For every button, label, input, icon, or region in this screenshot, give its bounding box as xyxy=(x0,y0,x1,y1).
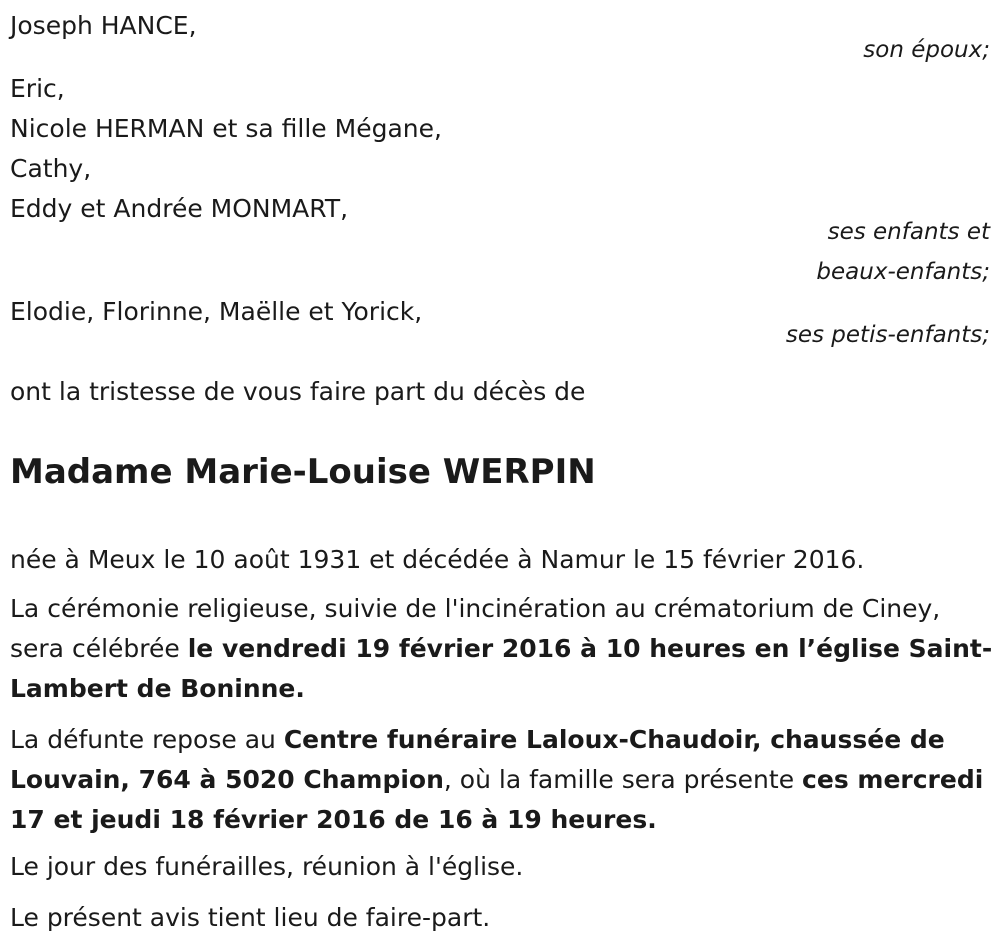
child-4: Eddy et Andrée MONMART, xyxy=(10,194,349,223)
children-role-line1: ses enfants et xyxy=(827,219,990,245)
ceremony-date-place: le vendredi 19 février 2016 à 10 heures en l’église Saint-Lambert de Boninne. xyxy=(10,634,993,703)
funeral-home-address: Centre funéraire Laloux-Chaudoir, chaussée de Louvain, 764 à 5020 Champion xyxy=(10,725,945,794)
deceased-name: Madame Marie-Louise WERPIN xyxy=(10,452,596,492)
spouse-name: Joseph HANCE, xyxy=(10,11,197,40)
children-role-line2: beaux-enfants; xyxy=(816,259,990,285)
child-3: Cathy, xyxy=(10,154,92,183)
spouse-role: son époux; xyxy=(863,37,990,63)
rest-text-2: , où la famille sera présente xyxy=(443,765,803,794)
birth-death: née à Meux le 10 août 1931 et décédée à Namur le 15 février 2016. xyxy=(10,545,865,574)
announcement: ont la tristesse de vous faire part du décès de xyxy=(10,377,586,406)
visitation-times: ces mercredi 17 et jeudi 18 février 2016 de 16 à 19 heures. xyxy=(10,765,984,834)
grandchildren-role: ses petis-enfants; xyxy=(785,322,990,348)
funeral-day: Le jour des funérailles, réunion à l'église. xyxy=(10,852,524,881)
ceremony-paragraph xyxy=(10,589,995,709)
child-2: Nicole HERMAN et sa fille Mégane, xyxy=(10,114,442,143)
grandchildren: Elodie, Florinne, Maëlle et Yorick, xyxy=(10,297,423,326)
child-1: Eric, xyxy=(10,74,65,103)
notice: Le présent avis tient lieu de faire-part. xyxy=(10,903,491,932)
rest-paragraph xyxy=(10,720,995,840)
ceremony-text: La cérémonie religieuse, suivie de l'incinération au crématorium de Ciney, sera célébrée xyxy=(10,594,941,663)
rest-text-1: La défunte repose au xyxy=(10,725,284,754)
